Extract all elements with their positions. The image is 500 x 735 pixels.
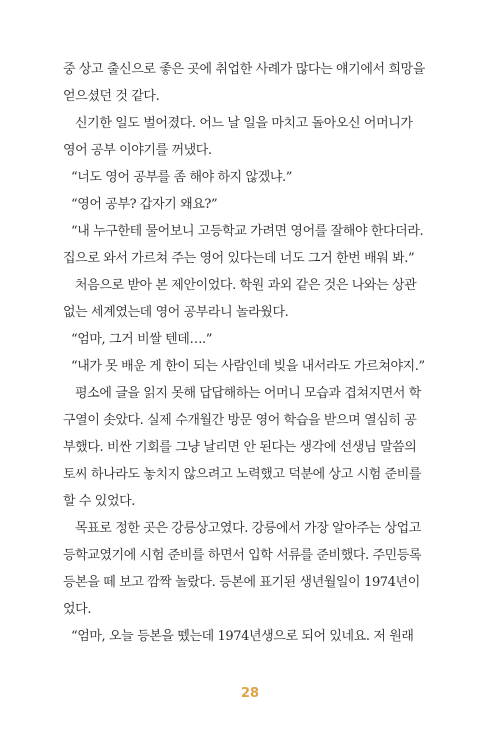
page-number: 28: [240, 686, 260, 701]
text-line: 등학교였기에 시험 준비를 하면서 입학 서류를 준비했다. 주민등록: [63, 548, 422, 563]
text-line: “내 누구한테 물어보니 고등학교 가려면 영어를 잘해야 한다더라.: [71, 224, 424, 239]
text-line: 었다.: [63, 602, 92, 617]
text-line: 목표로 정한 곳은 강릉상고였다. 강릉에서 가장 알아주는 상업고: [75, 521, 421, 536]
text-line: 영어 공부 이야기를 꺼냈다.: [63, 143, 212, 158]
text-line: 할 수 있었다.: [63, 494, 135, 509]
text-line: 평소에 글을 읽지 못해 답답해하는 어머니 모습과 겹쳐지면서 학: [75, 386, 421, 401]
text-line: 토씨 하나라도 놓치지 않으려고 노력했고 덕분에 상고 시험 준비를: [63, 467, 422, 482]
text-line: 집으로 와서 가르쳐 주는 영어 있다는데 너도 그거 한번 배워 봐.”: [63, 251, 415, 266]
text-line: 중 상고 출신으로 좋은 곳에 취업한 사례가 많다는 얘기에서 희망을: [63, 62, 425, 77]
text-line: 등본을 떼 보고 깜짝 놀랐다. 등본에 표기된 생년월일이 1974년이: [63, 575, 420, 590]
text-line: “영어 공부? 갑자기 왜요?”: [71, 197, 218, 212]
text-line: 얻으셨던 것 같다.: [63, 89, 160, 104]
text-line: “엄마, 오늘 등본을 뗐는데 1974년생으로 되어 있네요. 저 원래: [71, 629, 414, 644]
text-line: 부했다. 비싼 기회를 그냥 날리면 안 된다는 생각에 선생님 말씀의: [63, 440, 417, 455]
text-line: “너도 영어 공부를 좀 해야 하지 않겠냐.”: [71, 170, 292, 185]
text-line: “엄마, 그거 비쌀 텐데….”: [71, 332, 213, 347]
text-line: 처음으로 받아 본 제안이었다. 학원 과외 같은 것은 나와는 상관: [75, 278, 417, 293]
text-line: 없는 세계였는데 영어 공부라니 놀라웠다.: [63, 305, 289, 320]
text-line: 구열이 솟았다. 실제 수개월간 방문 영어 학습을 받으며 열심히 공: [63, 413, 417, 428]
text-line: 신기한 일도 벌어졌다. 어느 날 일을 마치고 돌아오신 어머니가: [75, 116, 413, 131]
text-line: “내가 못 배운 게 한이 되는 사람인데 빚을 내서라도 가르쳐야지.”: [71, 359, 425, 374]
